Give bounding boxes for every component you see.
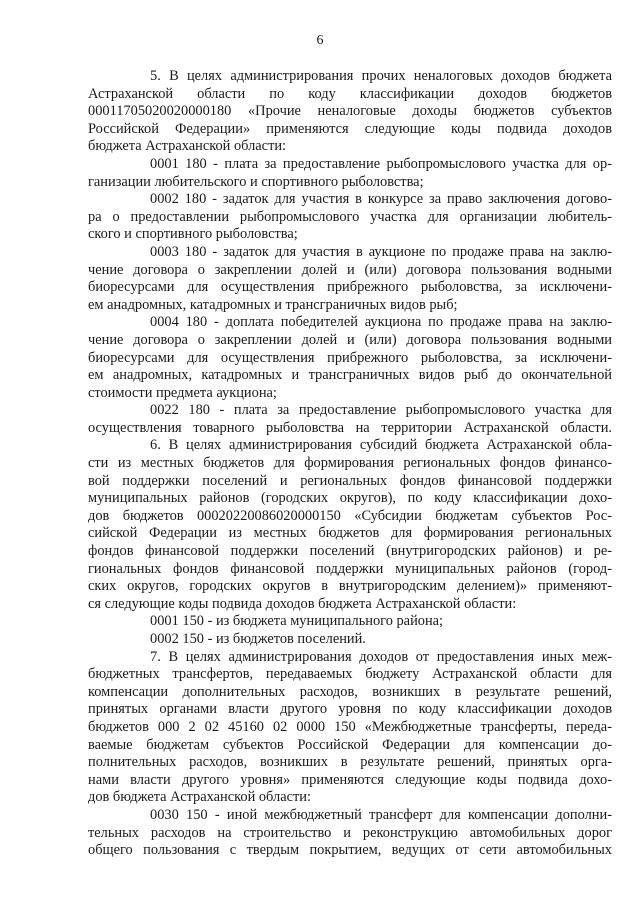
text-line: ра о предоставлении рыбопромыслового участка для организации любитель- [88, 208, 612, 225]
text-line: бюджета Астраханской области: [88, 138, 287, 155]
page-number: 6 [316, 33, 324, 48]
text-line: дов бюджета Астраханской области: [88, 789, 311, 806]
text-line: осуществления товарного рыболовства на территории Астраханской области. [88, 419, 612, 436]
text-line: бюджетов 000 2 02 45160 02 0000 150 «Межбюджетные трансферты, переда- [88, 718, 612, 735]
text-line: компенсации дополнительных расходов, возникших в результате решений, [88, 683, 612, 700]
text-line: общего пользования с твердым покрытием, ведущих от сети автомобильных [88, 842, 612, 859]
text-line: 0003 180 - задаток для участия в аукционе по продаже права на заклю- [150, 243, 612, 260]
text-line: 0022 180 - плата за предоставление рыбопромыслового участка для [150, 402, 612, 419]
text-line: 0001 180 - плата за предоставление рыбопромыслового участка для ор- [150, 155, 612, 172]
text-line: ем анадромных, катадромных и трансграничных видов рыб до окончательной [88, 367, 612, 384]
text-line: чение договора о закреплении долей и (или) договора пользования водными [88, 331, 612, 348]
text-line: нами власти другого уровня» применяются следующие коды подвида дохо- [88, 771, 612, 788]
text-line: бюджетных трансфертов, передаваемых бюджету Астраханской области для [88, 666, 612, 683]
text-line: сти из местных бюджетов для формирования региональных фондов финансо- [88, 455, 612, 472]
text-line: 0002 150 - из бюджетов поселений. [150, 631, 366, 647]
text-line: 7. В целях администрирования доходов от предоставления иных меж- [150, 648, 612, 665]
text-line: дов бюджетов 00020220086020000150 «Субсидии бюджетам субъектов Рос- [88, 507, 612, 524]
text-line: ганизации любительского и спортивного рыболовства; [88, 173, 424, 190]
text-line: сийской Федерации из местных бюджетов для формирования региональных [88, 525, 612, 542]
text-line: 0002 180 - задаток для участия в конкурсе за право заключения догово- [150, 191, 612, 208]
text-line: биоресурсами для осуществления прибрежного рыболовства, за исключени- [88, 279, 612, 296]
text-line: 6. В целях администрирования субсидий бюджета Астраханской обла- [150, 437, 612, 454]
text-line: гиональных фондов финансовой поддержки муниципальных районов (город- [88, 560, 612, 577]
text-line: Астраханской области по коду классификации доходов бюджетов [88, 85, 612, 102]
text-line: ского и спортивного рыболовства; [88, 226, 298, 243]
text-line: муниципальных районов (городских округов), по коду классификации дохо- [88, 490, 612, 507]
text-line: 0004 180 - доплата победителей аукциона по продаже права на заклю- [150, 314, 612, 331]
text-line: ся следующие коды подвида доходов бюджета Астраханской области: [88, 595, 517, 612]
text-line: биоресурсами для осуществления прибрежного рыболовства, за исключени- [88, 349, 612, 366]
text-line: Российской Федерации» применяются следующие коды подвида доходов [88, 120, 612, 137]
text-line: тельных расходов на строительство и реконструкцию автомобильных дорог [88, 824, 612, 841]
text-line: 5. В целях администрирования прочих неналоговых доходов бюджета [150, 68, 612, 84]
text-line: фондов финансовой поддержки поселений (внутригородских районов) и ре- [88, 543, 612, 560]
text-line: стоимости предмета аукциона; [88, 384, 277, 401]
text-line: 0001 150 - из бюджета муниципального района; [150, 613, 444, 630]
text-line: принятых органами власти другого уровня по коду классификации доходов [88, 701, 612, 718]
text-line: ем анадромных, катадромных и трансграничных видов рыб; [88, 296, 458, 313]
text-line: чение договора о закреплении долей и (или) договора пользования водными [88, 261, 612, 278]
text-line: ских округов, городских округов в внутригородским делением)» применяют- [88, 578, 612, 595]
text-line: 00011705020020000180 «Прочие неналоговые доходы бюджетов субъектов [88, 103, 612, 120]
text-line: 0030 150 - иной межбюджетный трансферт для компенсации дополни- [150, 806, 612, 823]
document-body [88, 68, 612, 860]
text-line: вой поддержки поселений и региональных фондов финансовой поддержки [88, 472, 612, 489]
text-line: ваемые бюджетам субъектов Российской Федерации для компенсации до- [88, 736, 612, 753]
text-line: полнительных расходов, возникших в результате решений, принятых орга- [88, 754, 612, 771]
